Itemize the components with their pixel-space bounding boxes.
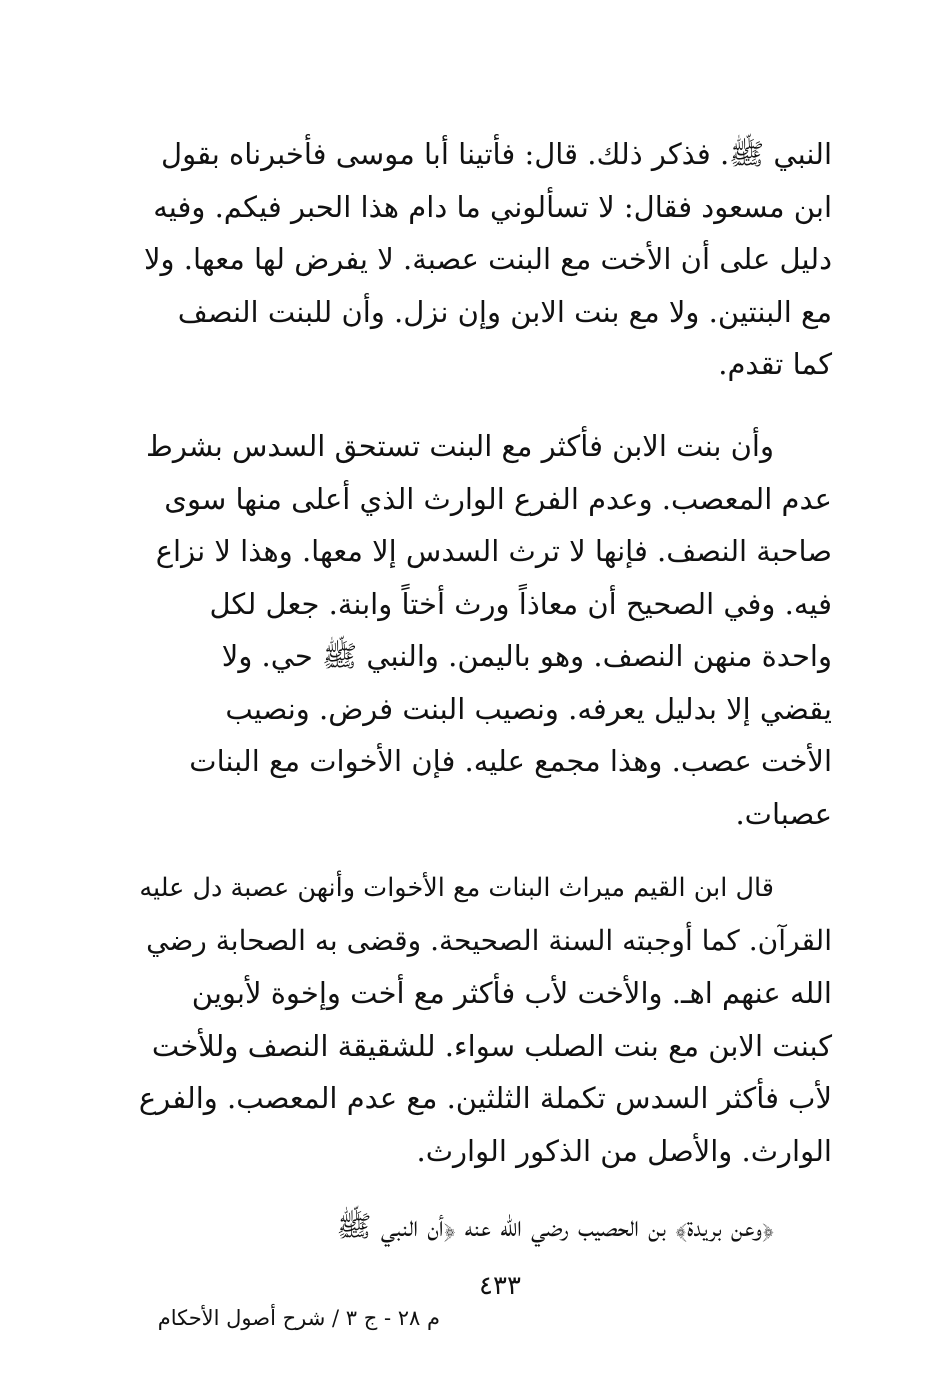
text-line: الوارث. والأصل من الذكور الوارث.	[416, 1133, 832, 1168]
text-line: لأب فأكثر السدس تكملة الثلثين. مع عدم المعصب. والفرع	[138, 1081, 832, 1115]
paragraph-3	[132, 862, 832, 1177]
text-line: الأخت عصب. وهذا مجمع عليه. فإن الأخوات مع البنات	[189, 744, 832, 778]
paragraph-1	[132, 128, 832, 391]
text-line: واحدة منهن النصف. وهو باليمن. والنبي ﷺ حي. ولا	[221, 639, 832, 673]
text-line: عدم المعصب. وعدم الفرع الوارث الذي أعلى منها سوى	[164, 481, 832, 516]
text-line: القرآن. كما أوجبته السنة الصحيحة. وقضى به الصحابة رضي	[146, 923, 832, 957]
paragraph-4	[132, 1200, 832, 1253]
text-line: كبنت الابن مع بنت الصلب سواء. للشقيقة النصف وللأخت	[151, 1028, 832, 1063]
text-line: مع البنتين. ولا مع بنت الابن وإن نزل. وأن للبنت النصف	[177, 294, 832, 329]
text-line: قال ابن القيم ميراث البنات مع الأخوات وأنهن عصبة دل عليه	[139, 873, 774, 903]
paragraph-2	[132, 420, 832, 840]
text-line: فيه. وفي الصحيح أن معاذاً ورث أختاً وابنة. جعل لكل	[209, 586, 832, 621]
text-line: الله عنهم اهـ. والأخت لأب فأكثر مع أخت وإخوة لأبوين	[191, 976, 832, 1010]
text-line: ﴿وعن بريدة﴾ بن الحصيب رضي الله عنه ﴿أن النبي ﷺ	[336, 1209, 774, 1243]
text-line: وأن بنت الابن فأكثر مع البنت تستحق السدس بشرط	[146, 429, 774, 463]
footer-note: م ٢٨ - ج ٣ / شرح أصول الأحكام	[157, 1306, 440, 1330]
text-line: صاحبة النصف. فإنها لا ترث السدس إلا معها. وهذا لا نزاع	[155, 534, 832, 568]
text-line: دليل على أن الأخت مع البنت عصبة. لا يفرض لها معها. ولا	[144, 242, 832, 276]
text-line: ابن مسعود فقال: لا تسألوني ما دام هذا الحبر فيكم. وفيه	[153, 189, 832, 224]
text-line: عصبات.	[735, 796, 832, 831]
text-line: يقضي إلا بدليل يعرفه. ونصيب البنت فرض. ونصيب	[225, 691, 832, 726]
text-line: النبي ﷺ. فذكر ذلك. قال: فأتينا أبا موسى فأخبرناه بقول	[161, 137, 832, 171]
text-line: كما تقدم.	[718, 347, 832, 381]
page-number: ٤٣٣	[479, 1271, 521, 1301]
